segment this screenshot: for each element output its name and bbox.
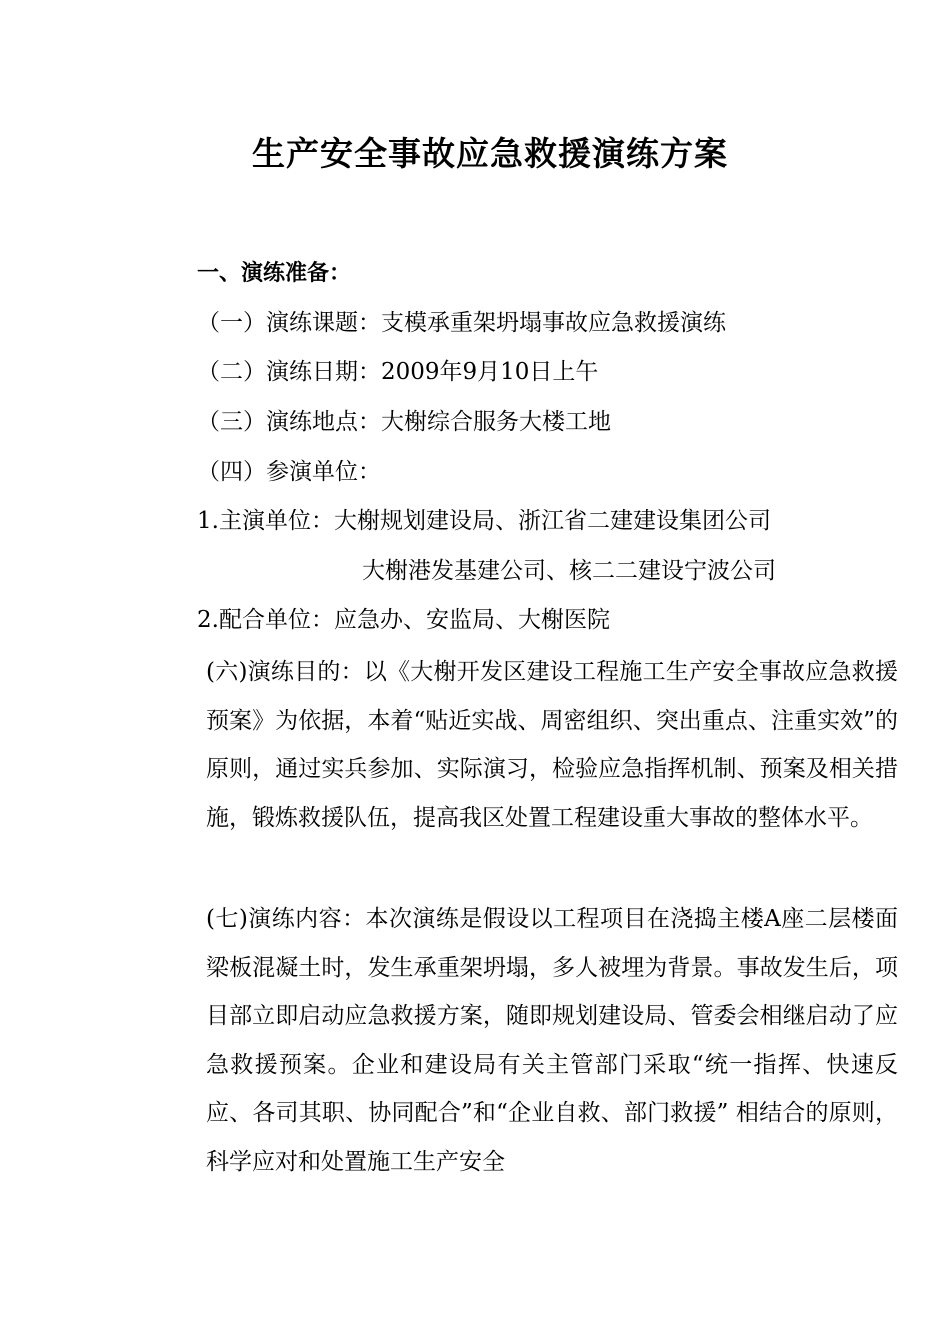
item-main-units: 1.主演单位：大榭规划建设局、浙江省二建建设集团公司 — [197, 508, 771, 534]
paragraph-purpose: (六)演练目的：以《大榭开发区建设工程施工生产安全事故应急救援预案》为依据，本着“贴近实战、周密组织、突出重点、注重实效”的原则，通过实兵参加、实际演习，检验应急指挥机制、预案及相关措施，锻炼救援队伍，提高我区处置工程建设重大事故的整体水平。 — [206, 659, 898, 831]
item-date: （二）演练日期：2009年9月10日上午 — [197, 359, 599, 385]
item-main-units-cont: 大榭港发基建公司、核二二建设宁波公司 — [362, 558, 776, 584]
paragraph-content: (七)演练内容：本次演练是假设以工程项目在浇捣主楼A座二层楼面梁板混凝土时，发生承重架坍塌，多人被埋为背景。事故发生后，项目部立即启动应急救援方案，随即规划建设局、管委会相继启动了应急救援预案。企业和建设局有关主管部门采取“统一指挥、快速反应、各司其职、协同配合”和“企业自救、部门救援” 相结合的原则，科学应对和处置施工生产安全 — [206, 906, 898, 1175]
item-topic: （一）演练课题：支模承重架坍塌事故应急救援演练 — [197, 310, 726, 336]
item-participants: （四）参演单位： — [197, 459, 381, 485]
document-title: 生产安全事故应急救援演练方案 — [252, 134, 728, 173]
section-heading: 一、演练准备： — [197, 261, 352, 286]
item-location: （三）演练地点：大榭综合服务大楼工地 — [197, 409, 611, 435]
item-support-units: 2.配合单位：应急办、安监局、大榭医院 — [197, 607, 610, 633]
